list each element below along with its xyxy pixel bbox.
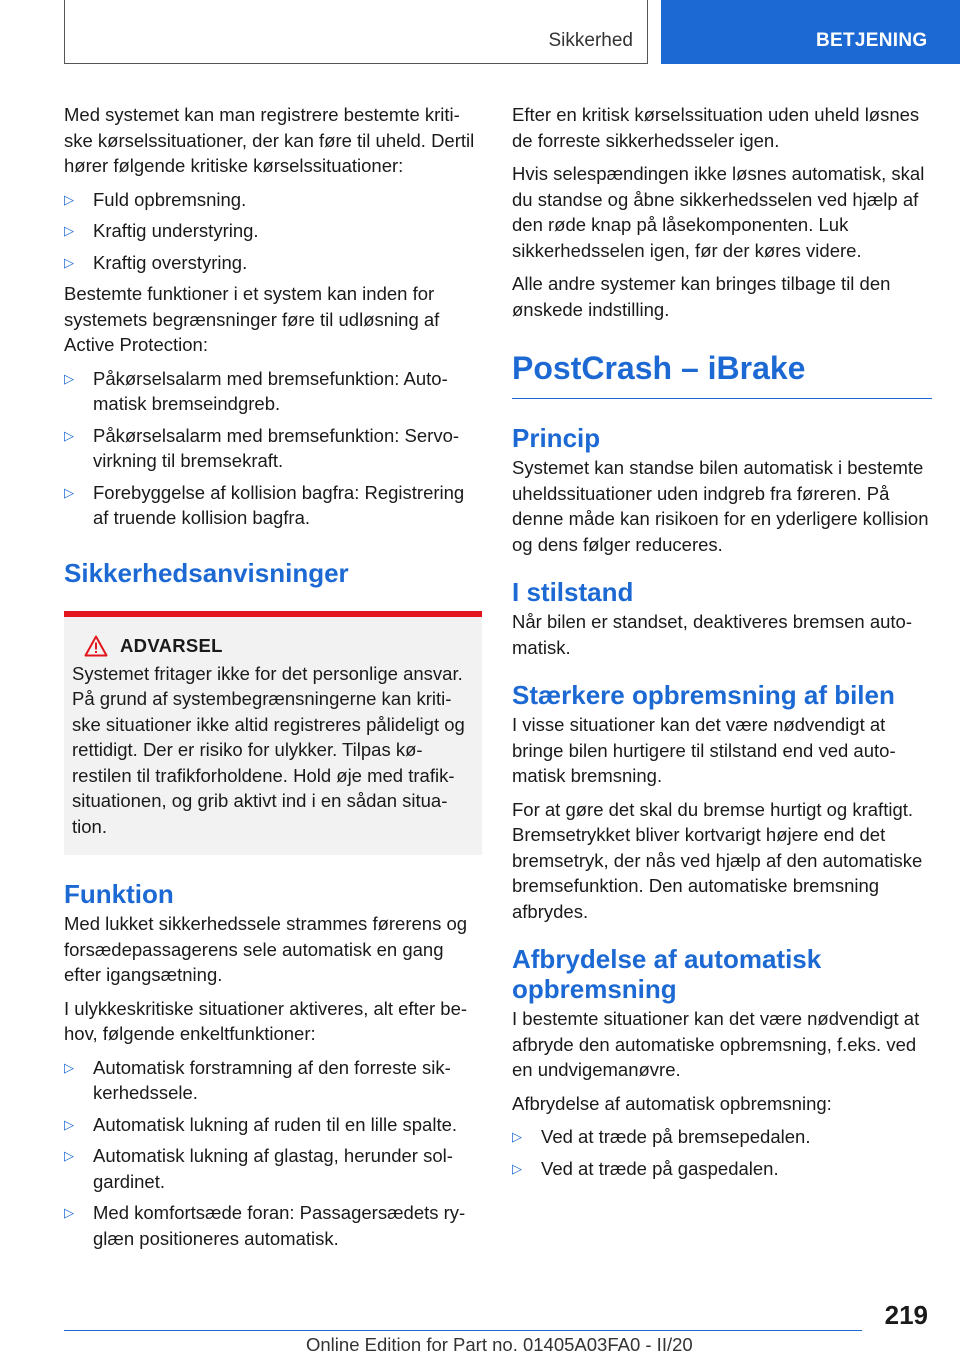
triangle-bullet-icon: ▷: [64, 254, 74, 270]
intro-paragraph: Med systemet kan man registrere bestemte kritiske kørselssituationer, der kan føre til uheld. Dertil hører følgende kritiske kørselssituationer:: [64, 104, 475, 176]
warning-title: ADVARSEL: [120, 634, 223, 656]
functions-list: [64, 366, 482, 531]
list-item: ▷ Med komfortsæde foran: Passagersædets ryglæn positioneres automatisk.: [64, 1202, 466, 1249]
warning-box: [64, 611, 482, 856]
list-item: ▷ Påkørselsalarm med bremsefunktion: Automatisk bremseindgreb.: [64, 367, 448, 414]
triangle-bullet-icon: ▷: [64, 1205, 74, 1220]
left-column: [64, 102, 482, 1257]
function-items-list: [64, 1055, 482, 1252]
chapter-title: BETJENING: [816, 30, 928, 51]
list-item: ▷ Ved at træde på gaspedalen.: [512, 1156, 932, 1182]
chapter-tab: [661, 0, 960, 64]
principle-text: Systemet kan standse bilen automatisk i bestemte uheldssituationer uden indgreb fra føreren. På denne måde kan risikoen for en yderligere kollision og dens følger reduceres.: [512, 457, 929, 555]
cancel-braking-paragraph-2: Afbrydelse af automatisk opbremsning:: [512, 1092, 832, 1114]
cancel-braking-paragraph-1: I bestemte situationer kan det være nødvendigt at afbryde den automatiske opbremsning, f.eks. ved en undvigemanøvre.: [512, 1008, 920, 1080]
situations-list: [64, 187, 482, 276]
triangle-bullet-icon: ▷: [64, 1116, 74, 1132]
edition-footer: Online Edition for Part no. 01405A03FA0 - II/20: [306, 1334, 693, 1355]
safety-heading: Sikkerhedsanvisninger: [64, 557, 349, 588]
triangle-bullet-icon: ▷: [64, 191, 74, 207]
triangle-bullet-icon: ▷: [64, 484, 74, 500]
triangle-bullet-icon: ▷: [64, 223, 74, 238]
function-heading: Funktion: [64, 879, 174, 909]
principle-heading: Princip: [512, 423, 601, 453]
stronger-braking-paragraph-2: For at gøre det skal du bremse hurtigt og kraftigt. Bremsetrykket bliver kortvarigt højere end det bremsetryk, der nås ved hjælp af den automatiske bremsefunktion. Den automatiske bremsning afbrydes.: [512, 798, 923, 922]
warning-text: Systemet fritager ikke for det personlige ansvar. På grund af systembegrænsningerne kan kritiske situationer ikke altid registreres pålideligt og rettidigt. Der er risiko for ulykker. Tilpas kørestilen til trafikforholdene. Hold øje med trafiksituationen, og grib aktivt ind i en sådan situation.: [72, 662, 465, 837]
page-number: 219: [884, 1300, 928, 1330]
section-title: Sikkerhed: [548, 30, 633, 51]
belt-release-paragraph: Hvis selespændingen ikke løsnes automatisk, skal du standse og åbne sikkerhedsselen ved hjælp af den røde knap på låsekomponenten. Luk sikkerhedsselen igen, før der køres videre.: [512, 163, 925, 261]
list-item: ▷ Ved at træde på bremsepedalen.: [512, 1124, 932, 1150]
triangle-bullet-icon: ▷: [64, 427, 74, 443]
cancel-braking-heading: Afbrydelse af automatisk opbremsning: [512, 944, 822, 1004]
list-item: ▷ Fuld opbremsning.: [64, 187, 482, 213]
function-paragraph-2: I ulykkeskritiske situationer aktiveres, alt efter behov, følgende enkeltfunktioner:: [64, 997, 468, 1044]
stronger-braking-paragraph-1: I visse situationer kan det være nødvendigt at bringe bilen hurtigere til stilstand end ved automatisk bremsning.: [512, 714, 896, 786]
stronger-braking-heading: Stærkere opbremsning af bilen: [512, 680, 895, 710]
postcrash-heading: PostCrash – iBrake: [512, 346, 932, 399]
after-critical-paragraph: Efter en kritisk kørselssituation uden uheld løsnes de forreste sikkerhedsseler igen.: [512, 104, 920, 151]
warning-header: [72, 635, 474, 657]
list-item: ▷ Påkørselsalarm med bremsefunktion: Servovirkning til bremsekraft.: [64, 424, 460, 471]
list-item: ▷ Automatisk lukning af ruden til en lille spalte.: [64, 1112, 482, 1138]
triangle-bullet-icon: ▷: [64, 1059, 74, 1075]
standstill-heading: I stilstand: [512, 577, 634, 607]
right-column: [512, 102, 932, 1187]
header-section-box: [64, 0, 648, 64]
triangle-bullet-icon: ▷: [64, 370, 74, 386]
standstill-text: Når bilen er standset, deaktiveres bremsen automatisk.: [512, 611, 913, 658]
triangle-bullet-icon: ▷: [64, 1148, 74, 1163]
triangle-bullet-icon: ▷: [512, 1160, 522, 1176]
cancel-items-list: [512, 1124, 932, 1181]
list-item: ▷ Automatisk lukning af glastag, herunder solgardinet.: [64, 1145, 453, 1192]
list-item: ▷ Kraftig overstyring.: [64, 250, 482, 276]
function-paragraph-1: Med lukket sikkerhedssele strammes førerens og forsædepassagerens sele automatisk en gang efter igangsætning.: [64, 913, 468, 985]
functions-intro: Bestemte funktioner i et system kan inden for systemets begrænsninger føre til udløsning af Active Protection:: [64, 283, 440, 355]
warning-triangle-icon: [84, 635, 108, 657]
list-item: ▷ Forebyggelse af kollision bagfra: Registrering af truende kollision bagfra.: [64, 481, 465, 528]
footer-divider: [64, 1330, 862, 1331]
list-item: ▷ Kraftig understyring.: [64, 218, 482, 244]
list-item: ▷ Automatisk forstramning af den forreste sikkerhedssele.: [64, 1056, 451, 1103]
reset-paragraph: Alle andre systemer kan bringes tilbage til den ønskede indstilling.: [512, 273, 891, 320]
triangle-bullet-icon: ▷: [512, 1129, 522, 1144]
